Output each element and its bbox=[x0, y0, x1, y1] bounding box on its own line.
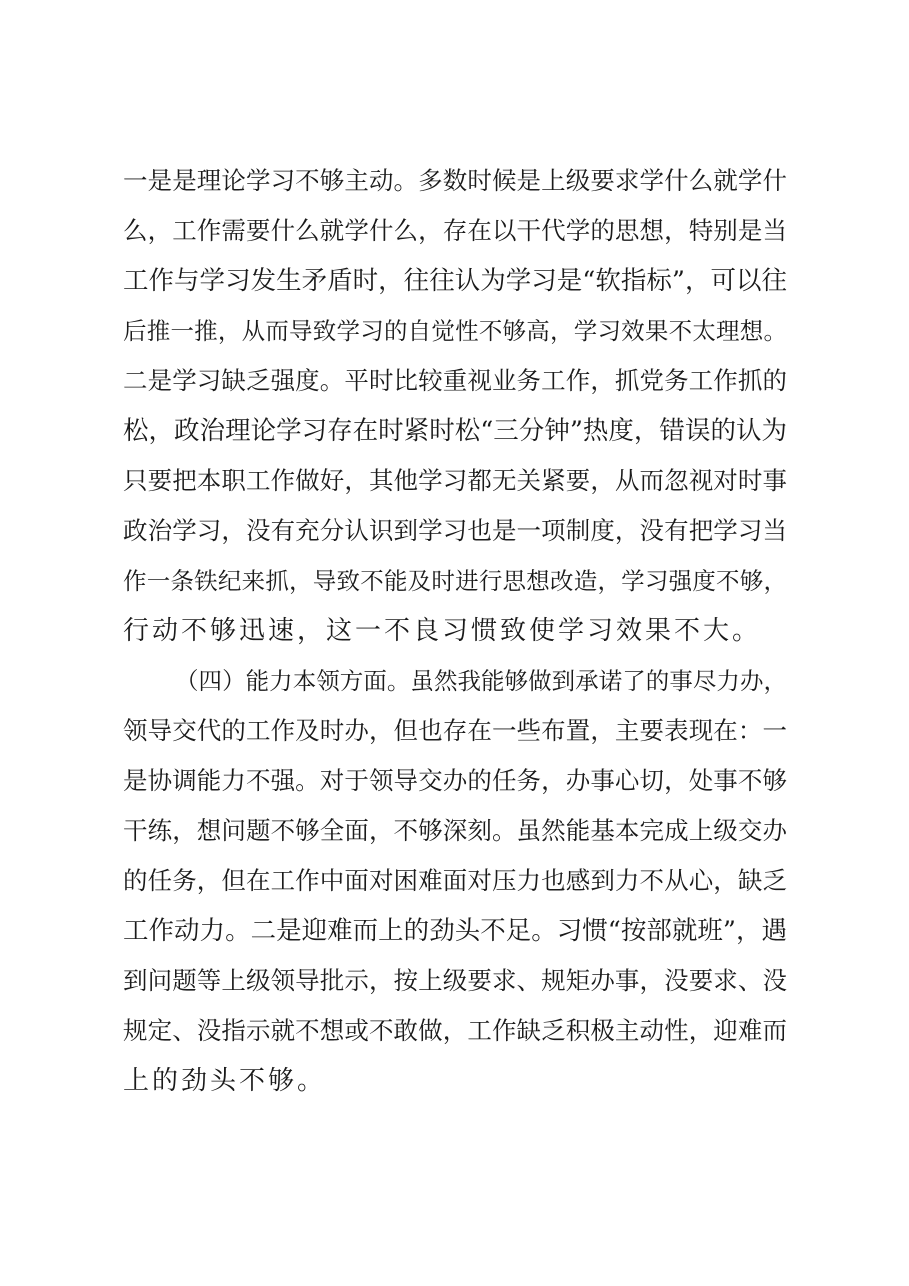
text-line-2: 么，工作需要什么就学什么，存在以干代学的思想，特别是当 bbox=[123, 216, 787, 245]
text-line-16: 工作动力。二是迎难而上的劲头不足。习惯“按部就班”，遇 bbox=[123, 916, 787, 946]
text-line-1: 一是是理论学习不够主动。多数时候是上级要求学什么就学什 bbox=[123, 166, 787, 195]
text-line-15: 的任务，但在工作中面对困难面对压力也感到力不从心，缺乏 bbox=[123, 866, 787, 895]
text-line-10: 行动不够迅速，这一不良习惯致使学习效果不大。 bbox=[123, 616, 762, 646]
text-line-5: 二是学习缺乏强度。平时比较重视业务工作，抓党务工作抓的 bbox=[123, 366, 787, 395]
text-line-6: 松，政治理论学习存在时紧时松“三分钟”热度，错误的认为 bbox=[123, 416, 787, 446]
text-line-3: 工作与学习发生矛盾时，往往认为学习是“软指标”，可以往 bbox=[123, 266, 787, 296]
text-line-14: 干练，想问题不够全面，不够深刻。虽然能基本完成上级交办 bbox=[123, 816, 787, 845]
text-line-12: 领导交代的工作及时办，但也存在一些布置，主要表现在：一 bbox=[123, 716, 787, 745]
text-line-7: 只要把本职工作做好，其他学习都无关紧要，从而忽视对时事 bbox=[123, 466, 787, 495]
text-line-11: （四）能力本领方面。虽然我能够做到承诺了的事尽力办， bbox=[175, 667, 787, 695]
text-line-19: 上的劲头不够。 bbox=[123, 1066, 327, 1096]
text-line-18: 规定、没指示就不想或不敢做，工作缺乏积极主动性，迎难而 bbox=[123, 1016, 787, 1045]
text-line-13: 是协调能力不强。对于领导交办的任务，办事心切，处事不够 bbox=[123, 766, 787, 795]
text-line-4: 后推一推，从而导致学习的自觉性不够高，学习效果不太理想。 bbox=[123, 317, 787, 345]
text-line-17: 到问题等上级领导批示，按上级要求、规矩办事，没要求、没 bbox=[123, 966, 787, 995]
text-line-9: 作一条铁纪来抓，导致不能及时进行思想改造，学习强度不够， bbox=[123, 567, 787, 595]
text-line-8: 政治学习，没有充分认识到学习也是一项制度，没有把学习当 bbox=[123, 516, 787, 545]
